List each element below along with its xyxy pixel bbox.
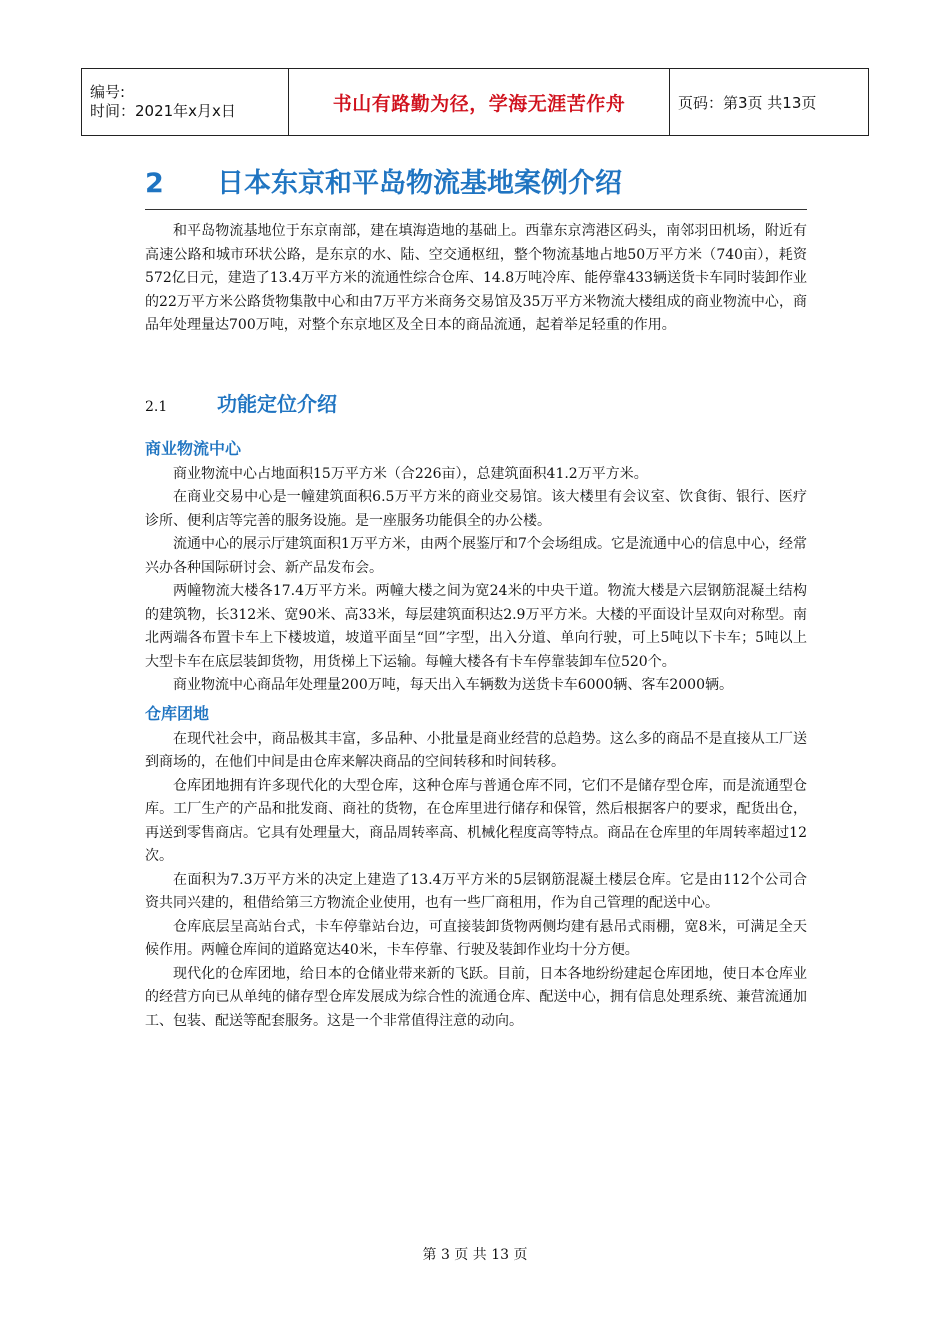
section-title: 功能定位介绍 xyxy=(217,391,337,416)
paragraph: 在商业交易中心是一幢建筑面积6.5万平方米的商业交易馆。该大楼里有会议室、饮食街、银行、医疗诊所、便利店等完善的服务设施。是一座服务功能俱全的办公楼。 xyxy=(145,489,807,529)
chapter-divider xyxy=(145,209,807,210)
header-number-label: 编号: xyxy=(90,83,126,101)
paragraph: 仓库团地拥有许多现代化的大型仓库，这种仓库与普通仓库不同，它们不是储存型仓库，而是流通型仓库。工厂生产的产品和批发商、商社的货物，在仓库里进行储存和保管，然后根据客户的要求，配货出仓，再送到零售商店。它具有处理量大，商品周转率高、机械化程度高等特点。商品在仓库里的年周转率超过12次。 xyxy=(145,777,807,864)
chapter-title: 日本东京和平岛物流基地案例介绍 xyxy=(217,168,622,199)
paragraph: 两幢物流大楼各17.4万平方米。两幢大楼之间为宽24米的中央干道。物流大楼是六层钢筋混凝土结构的建筑物，长312米、宽90米、高33米，每层建筑面积达2.9万平方米。大楼的平面设计呈双向对称型。南北两端各布置卡车上下楼坡道，坡道平面呈“回”字型，出入分道、单向行驶，可上5吨以下卡车；5吨以上大型卡车在底层装卸货物，用货梯上下运输。每幢大楼各有卡车停靠装卸车位520个。 xyxy=(145,583,807,670)
header-meta xyxy=(82,69,289,136)
paragraph: 仓库底层呈高站台式，卡车停靠站台边，可直接装卸货物两侧均建有悬吊式雨棚，宽8米，可满足全天候作用。两幢仓库间的道路宽达40米，卡车停靠、行驶及装卸作业均十分方便。 xyxy=(145,918,807,958)
paragraph: 在现代社会中，商品极其丰富，多品种、小批量是商业经营的总趋势。这么多的商品不是直接从工厂送到商场的，在他们中间是由仓库来解决商品的空间转移和时间转移。 xyxy=(145,730,807,770)
section-heading xyxy=(145,390,807,421)
section-number: 2.1 xyxy=(145,398,168,415)
header-motto: 书山有路勤为径，学海无涯苦作舟 xyxy=(289,69,670,136)
header-date-label: 时间：2021年x月x日 xyxy=(90,102,236,120)
header-page-info: 页码：第3页 共13页 xyxy=(670,69,869,136)
paragraph: 现代化的仓库团地，给日本的仓储业带来新的飞跃。目前，日本各地纷纷建起仓库团地，使日本仓库业的经营方向已从单纯的储存型仓库发展成为综合性的流通仓库、配送中心，拥有信息处理系统、兼营流通加工、包装、配送等配套服务。这是一个非常值得注意的动向。 xyxy=(145,965,807,1029)
chapter-intro: 和平岛物流基地位于东京南部，建在填海造地的基础上。西靠东京湾港区码头，南邻羽田机场，附近有高速公路和城市环状公路，是东京的水、陆、空交通枢纽，整个物流基地占地50万平方米（740亩），耗资572亿日元，建造了13.4万平方米的流通性综合仓库、14.8万吨冷库、能停靠433辆送货卡车同时装卸作业的22万平方米公路货物集散中心和由7万平方米商务交易馆及35万平方米物流大楼组成的商业物流中心，商品年处理量达700万吨，对整个东京地区及全日本的商品流通，起着举足轻重的作用。 xyxy=(145,223,807,333)
chapter-heading xyxy=(145,166,807,202)
document-header xyxy=(81,68,869,136)
paragraph: 商业物流中心占地面积15万平方米（合226亩），总建筑面积41.2万平方米。 xyxy=(173,465,648,482)
subsection-title-commercial-logistics: 商业物流中心 xyxy=(145,438,242,458)
paragraph: 流通中心的展示厅建筑面积1万平方米，由两个展鉴厅和7个会场组成。它是流通中心的信息中心，经常兴办各种国际研讨会、新产品发布会。 xyxy=(145,536,807,576)
paragraph: 在面积为7.3万平方米的决定上建造了13.4万平方米的5层钢筋混凝土楼层仓库。它是由112个公司合资共同兴建的，租借给第三方物流企业使用，也有一些厂商租用，作为自己管理的配送中心。 xyxy=(145,871,807,911)
page-footer: 第 3 页 共 13 页 xyxy=(422,1247,528,1263)
document-body xyxy=(145,220,807,1033)
chapter-number: 2 xyxy=(145,168,164,199)
subsection-title-warehouse-complex: 仓库团地 xyxy=(145,703,210,723)
paragraph: 商业物流中心商品年处理量200万吨，每天出入车辆数为送货卡车6000辆、客车2000辆。 xyxy=(173,677,733,693)
